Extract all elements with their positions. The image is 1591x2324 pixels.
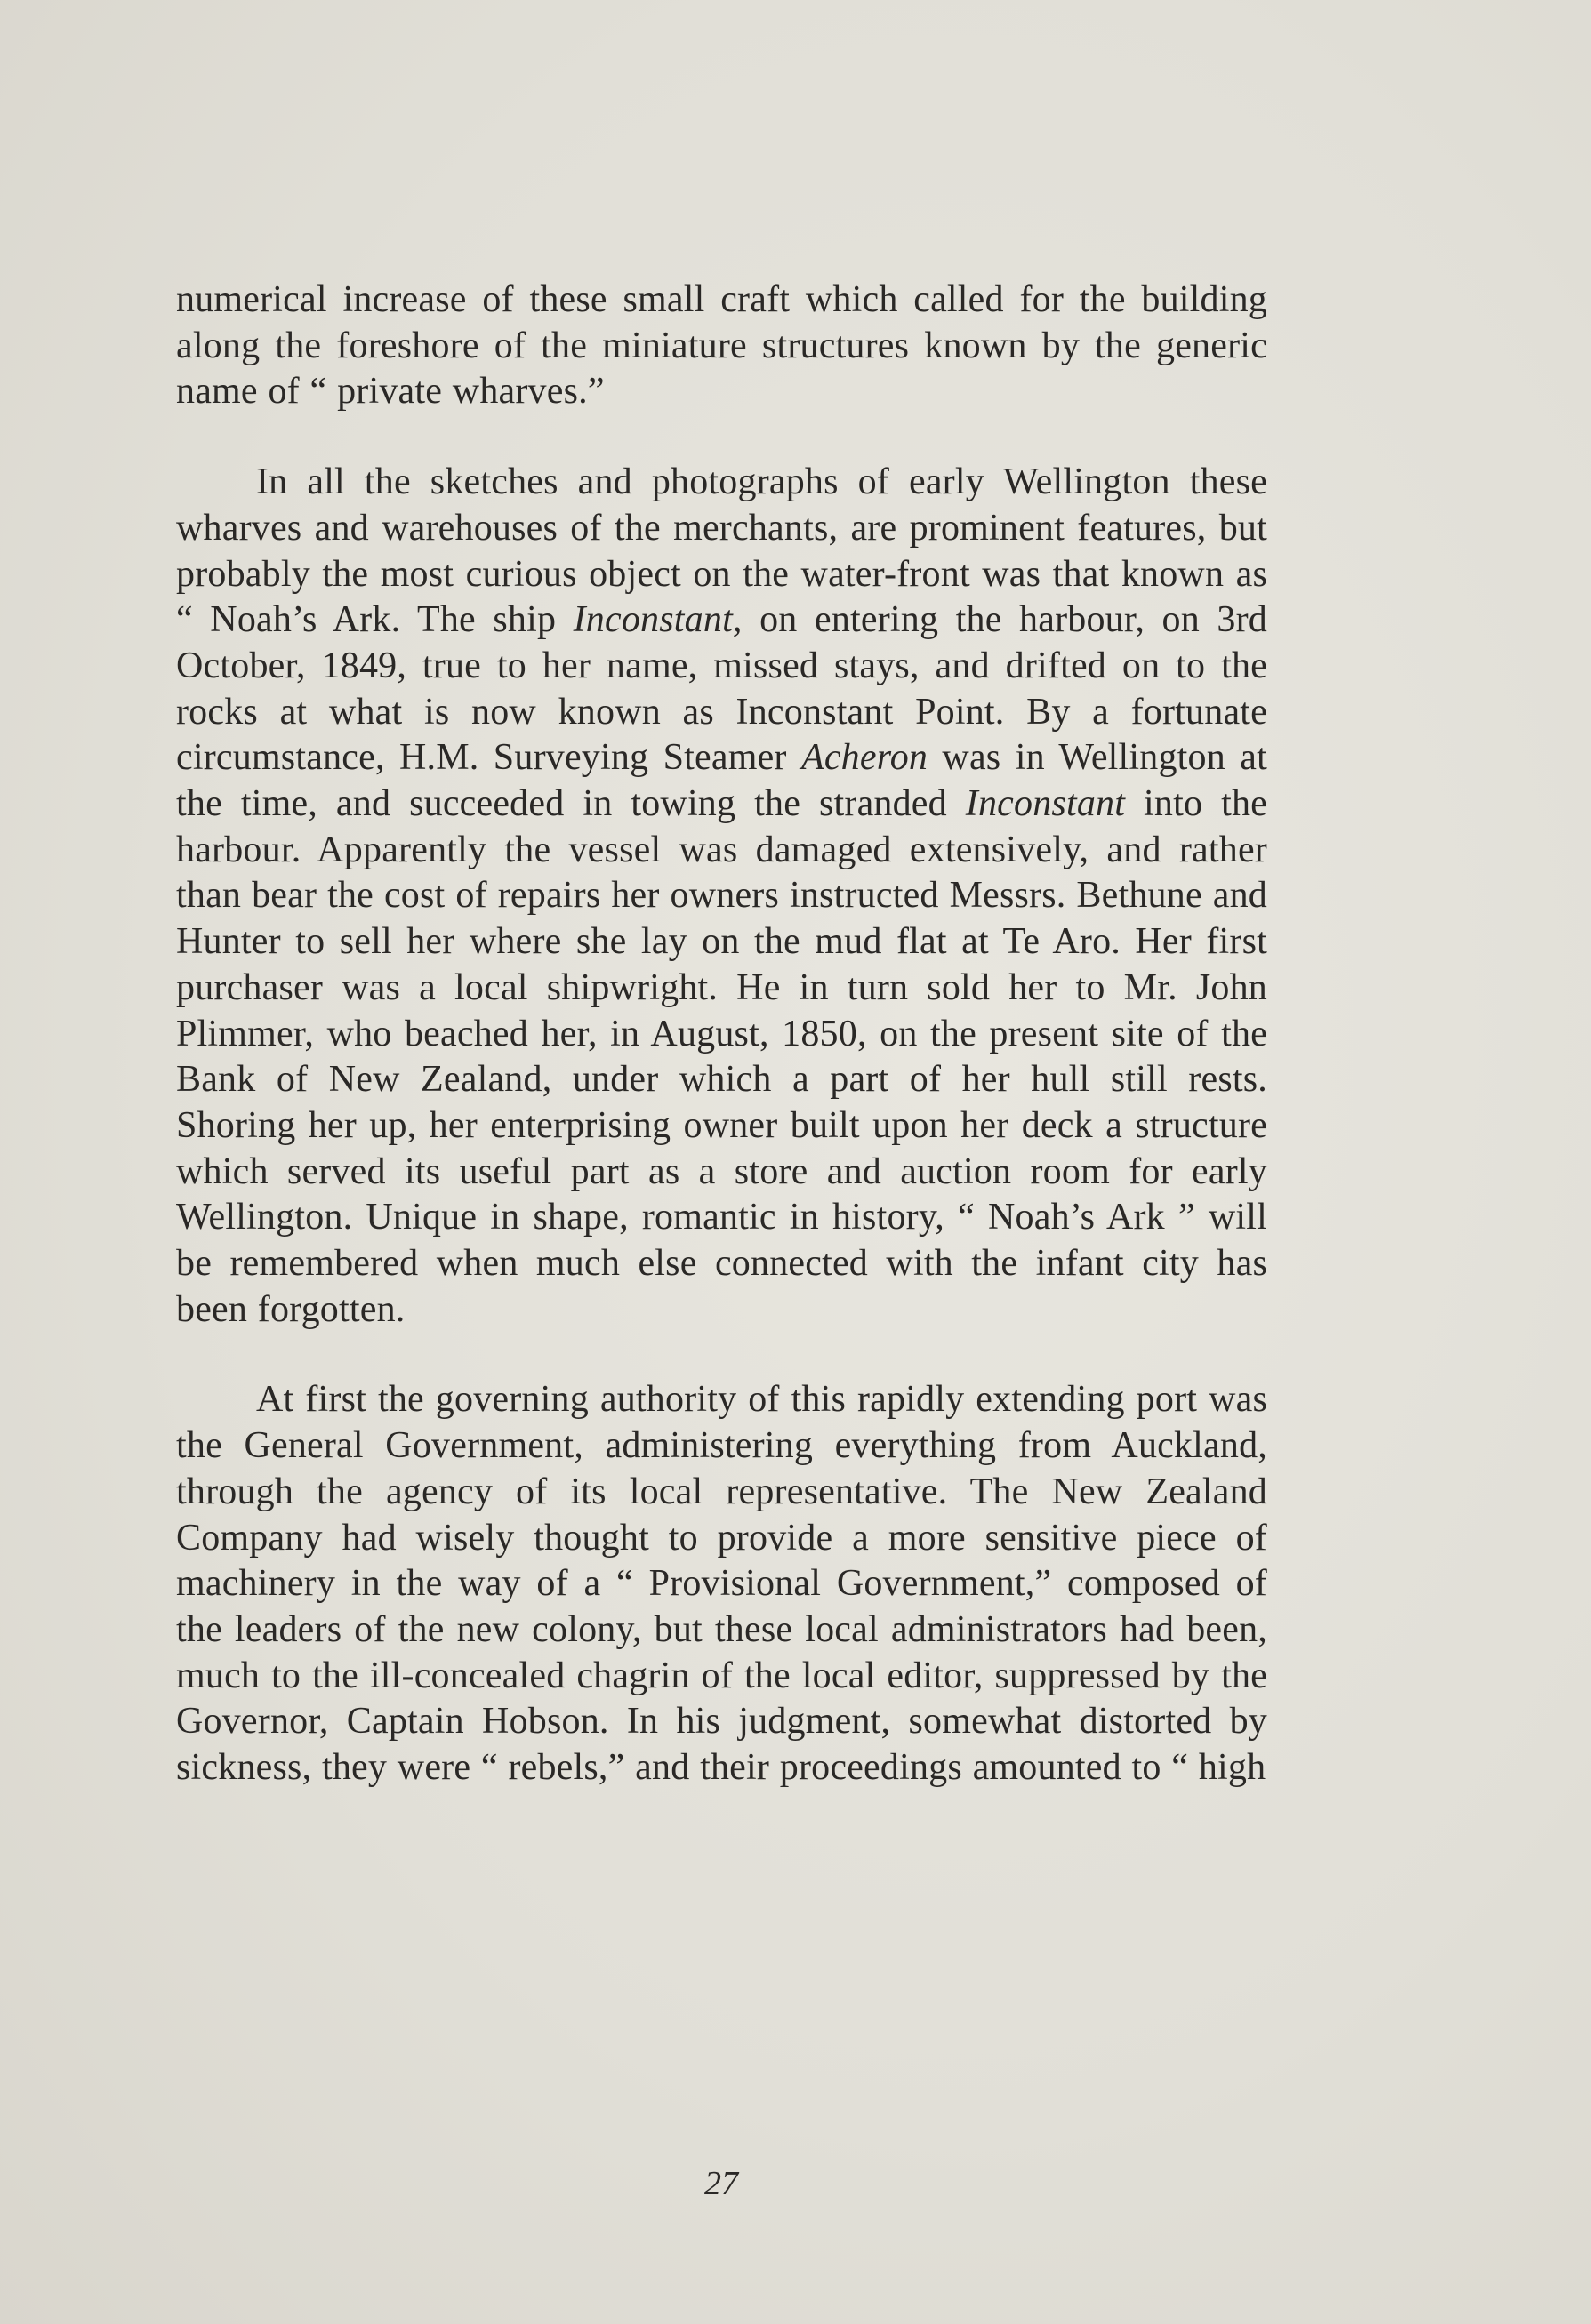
- paragraph-private-wharves: [176, 277, 1267, 415]
- body-text: [176, 277, 1267, 1791]
- text-segment: into the harbour. Apparently the vessel was damaged extensively, and rather than bear the cost of repairs her owners instructed Messrs. Bethune and Hunter to sell her where she lay on the mud flat at Te Aro. Her first purchaser was a local shipwright. He in turn sold her to Mr. John Plimmer, who beached her, in August, 1850, on the present site of the Bank of New Zealand, under which a part of her hull still rests. Shoring her up, her enterprising owner built upon her deck a structure which served its useful part as a store and auction room for early Wellington. Unique in shape, romantic in history, “ Noah’s Ark ” will be remembered when much else connected with the infant city has been forgotten.: [176, 783, 1267, 1330]
- paragraph-governing-authority: [176, 1377, 1267, 1791]
- text-segment: numerical increase of these small craft which called for the building along the foreshore of the miniature structures known by the generic name of “ private wharves.”: [176, 279, 1267, 413]
- ship-name-inconstant: Inconstant: [965, 783, 1126, 825]
- text-segment: At first the governing authority of this rapidly extending port was the General Government, administering everything from Auckland, through the agency of its local representative. The New Zealand Company had wisely thought to provide a more sensitive piece of machinery in the way of a “ Provisional Government,” composed of the leaders of the new colony, but these local administrators had been, much to the ill-concealed chagrin of the local editor, suppressed by the Governor, Captain Hobson. In his judgment, somewhat distorted by sickness, they were “ rebels,” and their proceedings amounted to “ high: [176, 1379, 1267, 1789]
- ship-name-inconstant: Inconstant,: [573, 599, 743, 641]
- page-number: 27: [704, 2165, 738, 2202]
- ship-name-acheron: Acheron: [800, 737, 928, 779]
- text-segment: was in Wellington at the time, and succeeded in towing the stranded: [176, 737, 1267, 825]
- text-segment: on entering the harbour, on 3rd October, 1849, true to her name, missed stays, and drifted on to the rocks at what is now known as Inconstant Point. By a fortunate circumstance, H.M. Surveying Steamer: [176, 599, 1267, 779]
- paragraph-noahs-ark: [176, 460, 1267, 1333]
- text-segment: In all the sketches and photographs of early Wellington these wharves and warehouses of the merchants, are prominent features, but probably the most curious object on the water-front was that known as “ Noah’s Ark. The ship: [176, 461, 1267, 641]
